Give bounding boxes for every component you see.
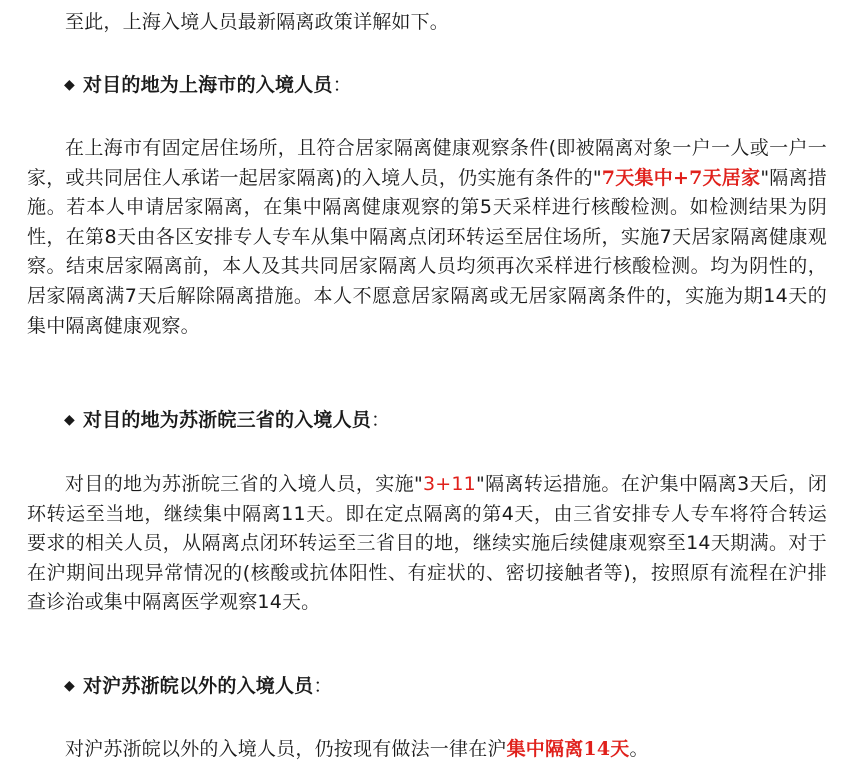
highlight-text: 3+11 (422, 473, 476, 495)
section-paragraph-other-regions (27, 735, 827, 765)
section-heading-text: 对目的地为苏浙皖三省的入境人员 (82, 409, 371, 431)
section-heading-colon: ： (332, 74, 352, 96)
diamond-bullet-icon: ◆ (64, 412, 75, 428)
paragraph-text: "隔离转运措施。在沪集中隔离3天后，闭环转运至当地，继续集中隔离11天。即在定点隔离的第4天，由三省安排专人专车将符合转运要求的相关人员，从隔离点闭环转运至三省目的地，继续实施后续健康观察至14天期满。对于在沪期间出现异常情况的(核酸或抗体阳性、有症状的、密切接触者等)，按照原有流程在沪排查诊治或集中隔离医学观察14天。 (27, 473, 827, 614)
section-heading-shanghai (27, 71, 827, 101)
paragraph-text: 对目的地为苏浙皖三省的入境人员，实施" (65, 473, 423, 495)
diamond-bullet-icon: ◆ (64, 77, 75, 93)
paragraph-text: 。 (629, 738, 649, 760)
section-heading-colon: ： (370, 409, 391, 431)
intro-text: 至此，上海入境人员最新隔离政策详解如下。 (65, 11, 450, 33)
section-heading-text: 对目的地为上海市的入境人员 (82, 74, 333, 96)
diamond-bullet-icon: ◆ (64, 678, 75, 694)
highlight-text: 集中隔离14天 (506, 738, 630, 760)
section-paragraph-shanghai (27, 134, 827, 341)
section-heading-text: 对沪苏浙皖以外的入境人员 (82, 675, 314, 697)
highlight-text: 7天集中+7天居家 (601, 166, 761, 189)
section-heading-colon: ： (313, 675, 333, 697)
section-paragraph-jiangsu-zhejiang-anhui (27, 470, 827, 618)
section-heading-other-regions (27, 672, 827, 702)
paragraph-text: 对沪苏浙皖以外的入境人员，仍按现有做法一律在沪 (65, 738, 507, 760)
paragraph-text: "隔离措施。若本人申请居家隔离，在集中隔离健康观察的第5天采样进行核酸检测。如检测结果为阴性，在第8天由各区安排专人专车从集中隔离点闭环转运至居住场所，实施7天居家隔离健康观察。结束居家隔离前，本人及其共同居家隔离人员均须再次采样进行核酸检测。均为阴性的，居家隔离满7天后解除隔离措施。本人不愿意居家隔离或无居家隔离条件的，实施为期14天的集中隔离健康观察。 (27, 166, 827, 337)
paragraph-text: 在上海市有固定居住场所，且符合居家隔离健康观察条件(即被隔离对象一户一人或一户一家，或共同居住人承诺一起居家隔离)的入境人员，仍实施有条件的" (27, 137, 827, 189)
intro-paragraph (27, 8, 827, 38)
section-heading-jiangsu-zhejiang-anhui (27, 406, 827, 436)
